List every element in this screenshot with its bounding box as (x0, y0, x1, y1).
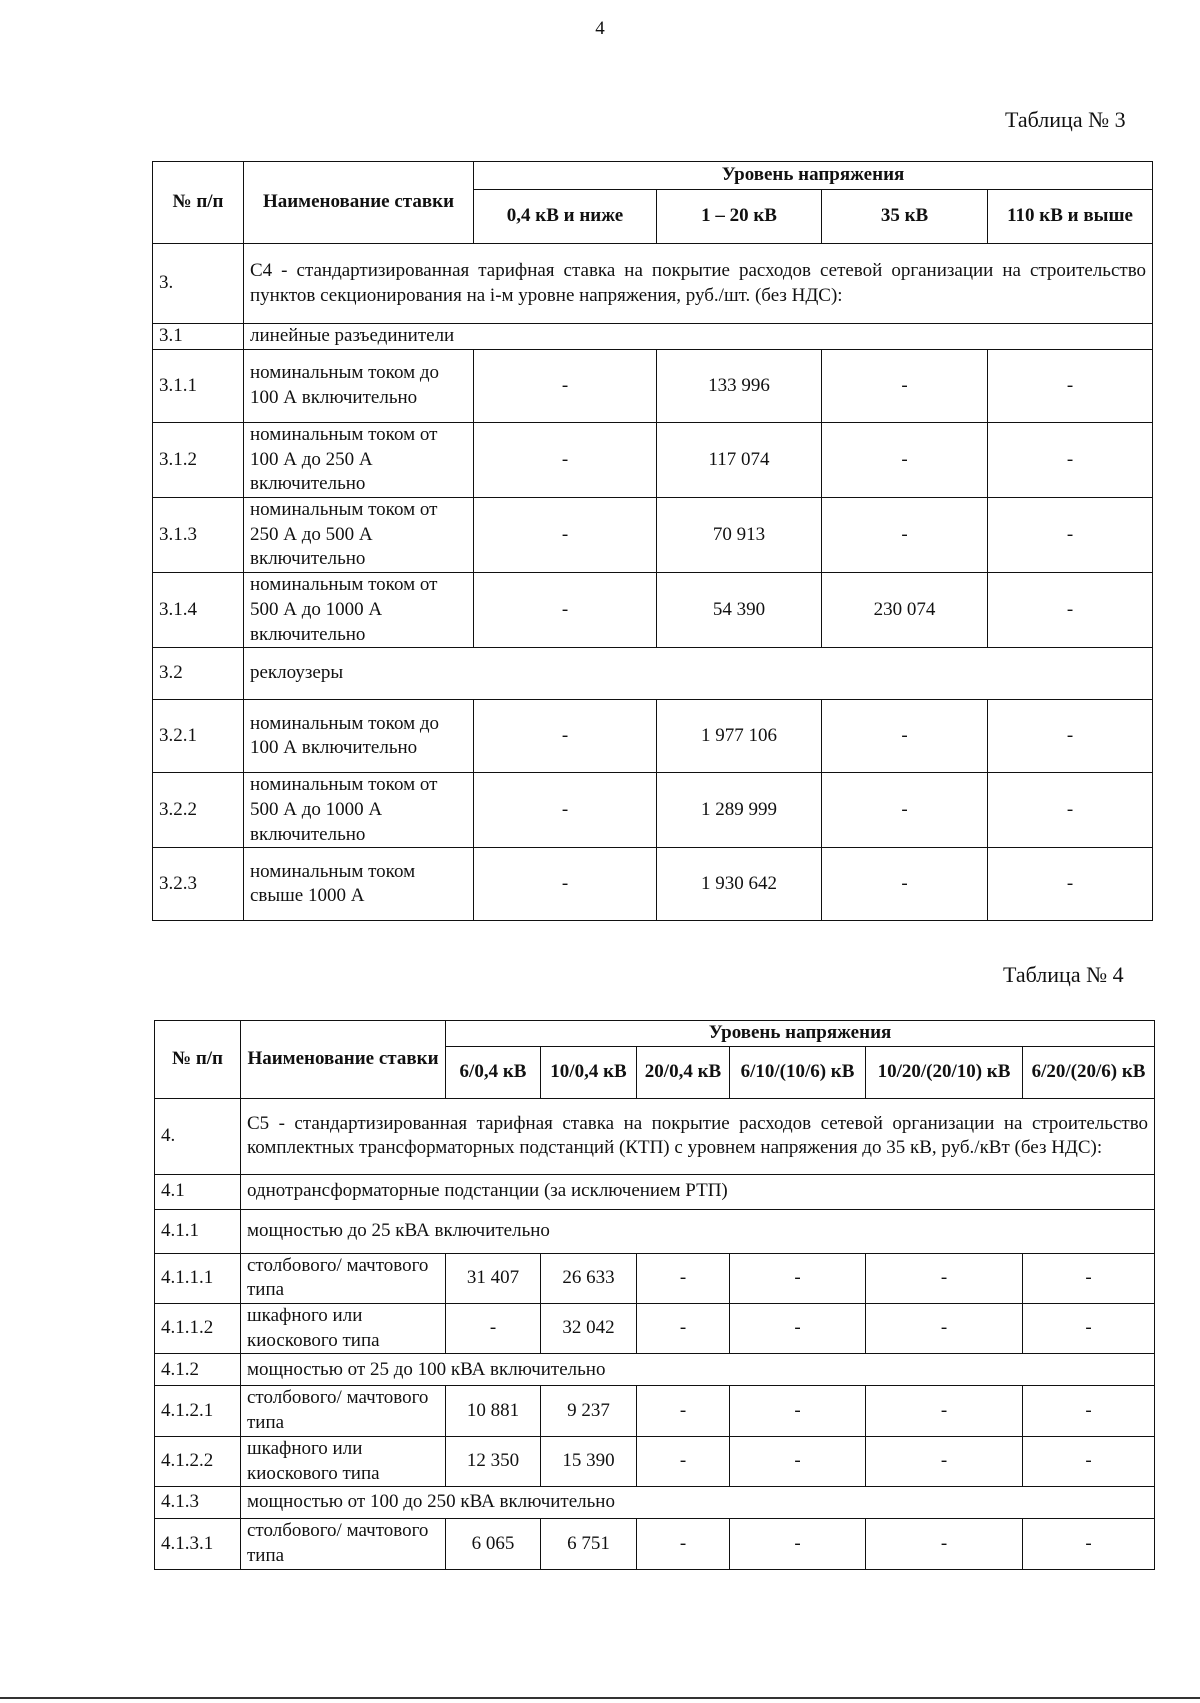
group-label: мощностью от 100 до 250 кВА включительно (241, 1487, 1155, 1519)
row-value: - (474, 350, 657, 423)
t4-col-4: 10/20/(20/10) кВ (866, 1046, 1023, 1098)
row-value: - (822, 773, 988, 848)
row-num: 3.1.2 (153, 423, 244, 498)
row-value: - (637, 1386, 730, 1436)
row-name: столбового/ мачтового типа (241, 1253, 446, 1303)
t3-section-num: 3. (153, 244, 244, 324)
row-name: номинальным током свыше 1000 А (244, 848, 474, 921)
table-row (155, 1519, 1155, 1569)
row-value: - (988, 700, 1153, 773)
row-num: 3.1.3 (153, 498, 244, 573)
table-row (155, 1304, 1155, 1354)
row-value: - (988, 773, 1153, 848)
row-value: - (988, 350, 1153, 423)
t3-header-num: № п/п (153, 162, 244, 244)
t3-header-level: Уровень напряжения (474, 162, 1153, 190)
page-number: 4 (595, 18, 605, 39)
row-value: - (822, 498, 988, 573)
group-row (153, 324, 1153, 350)
row-value: 9 237 (541, 1386, 637, 1436)
bottom-rule (0, 1697, 1200, 1699)
row-value: 230 074 (822, 573, 988, 648)
row-name: номинальным током от 500 А до 1000 А включительно (244, 773, 474, 848)
row-value: - (474, 573, 657, 648)
group-num: 3.2 (153, 648, 244, 700)
row-value: - (988, 848, 1153, 921)
table-row (153, 573, 1153, 648)
group-label: реклоузеры (244, 648, 1153, 700)
row-value: - (637, 1304, 730, 1354)
table-row (155, 1436, 1155, 1486)
t4-header-name: Наименование ставки (241, 1021, 446, 1099)
row-value: - (866, 1253, 1023, 1303)
row-name: номинальным током от 100 А до 250 А включительно (244, 423, 474, 498)
row-name: номинальным током от 500 А до 1000 А включительно (244, 573, 474, 648)
table-row (153, 848, 1153, 921)
t3-col-0: 0,4 кВ и ниже (474, 190, 657, 244)
group-num: 4.1.3 (155, 1487, 241, 1519)
row-name: номинальным током до 100 А включительно (244, 700, 474, 773)
row-value: - (1023, 1253, 1155, 1303)
row-value: - (730, 1386, 866, 1436)
row-value: - (822, 423, 988, 498)
row-value: 32 042 (541, 1304, 637, 1354)
group-num: 4.1.1 (155, 1209, 241, 1253)
t4-header-num: № п/п (155, 1021, 241, 1099)
group-row (155, 1487, 1155, 1519)
row-value: 1 930 642 (657, 848, 822, 921)
row-value: - (637, 1436, 730, 1486)
row-num: 4.1.2.1 (155, 1386, 241, 1436)
t3-col-2: 35 кВ (822, 190, 988, 244)
row-num: 3.1.1 (153, 350, 244, 423)
row-value: - (866, 1436, 1023, 1486)
t4-col-1: 10/0,4 кВ (541, 1046, 637, 1098)
row-value: - (730, 1304, 866, 1354)
table4 (154, 1020, 1155, 1570)
row-num: 4.1.2.2 (155, 1436, 241, 1486)
row-value: - (446, 1304, 541, 1354)
t4-subsection-num: 4.1 (155, 1174, 241, 1209)
row-num: 3.2.2 (153, 773, 244, 848)
table-row (153, 498, 1153, 573)
group-num: 4.1.2 (155, 1354, 241, 1386)
t4-col-3: 6/10/(10/6) кВ (730, 1046, 866, 1098)
group-label: линейные разъединители (244, 324, 1153, 350)
table3 (152, 161, 1153, 921)
row-name: номинальным током от 250 А до 500 А включительно (244, 498, 474, 573)
t4-col-2: 20/0,4 кВ (637, 1046, 730, 1098)
table3-caption: Таблица № 3 (1005, 107, 1126, 132)
row-value: - (474, 498, 657, 573)
t4-col-0: 6/0,4 кВ (446, 1046, 541, 1098)
t3-col-3: 110 кВ и выше (988, 190, 1153, 244)
row-value: 133 996 (657, 350, 822, 423)
row-value: - (866, 1386, 1023, 1436)
table-row (155, 1386, 1155, 1436)
row-value: 12 350 (446, 1436, 541, 1486)
table-row (153, 700, 1153, 773)
group-label: мощностью до 25 кВА включительно (241, 1209, 1155, 1253)
group-row (155, 1354, 1155, 1386)
row-value: 6 751 (541, 1519, 637, 1569)
row-value: 117 074 (657, 423, 822, 498)
row-value: - (474, 423, 657, 498)
row-value: - (822, 848, 988, 921)
t4-subsection-label: однотрансформаторные подстанции (за исключением РТП) (241, 1174, 1155, 1209)
row-name: номинальным током до 100 А включительно (244, 350, 474, 423)
row-value: - (1023, 1519, 1155, 1569)
row-name: шкафного или киоскового типа (241, 1304, 446, 1354)
t4-header-level: Уровень напряжения (446, 1021, 1155, 1047)
row-value: 1 289 999 (657, 773, 822, 848)
row-value: 70 913 (657, 498, 822, 573)
t4-col-5: 6/20/(20/6) кВ (1023, 1046, 1155, 1098)
table-row (155, 1253, 1155, 1303)
group-row (153, 648, 1153, 700)
row-value: - (988, 423, 1153, 498)
t3-col-1: 1 – 20 кВ (657, 190, 822, 244)
table-row (153, 773, 1153, 848)
row-value: - (474, 773, 657, 848)
row-value: 26 633 (541, 1253, 637, 1303)
row-num: 3.2.3 (153, 848, 244, 921)
row-value: - (822, 700, 988, 773)
table-row (153, 423, 1153, 498)
table4-caption: Таблица № 4 (1003, 962, 1124, 987)
row-num: 4.1.1.2 (155, 1304, 241, 1354)
t3-section-text: С4 - стандартизированная тарифная ставка на покрытие расходов сетевой организации на строительство пунктов секционирования на i-м уровне напряжения, руб./шт. (без НДС): (244, 244, 1153, 324)
group-row (155, 1209, 1155, 1253)
group-num: 3.1 (153, 324, 244, 350)
row-name: шкафного или киоскового типа (241, 1436, 446, 1486)
row-value: 54 390 (657, 573, 822, 648)
row-value: - (730, 1436, 866, 1486)
group-label: мощностью от 25 до 100 кВА включительно (241, 1354, 1155, 1386)
row-value: - (730, 1253, 866, 1303)
row-value: - (866, 1519, 1023, 1569)
row-num: 4.1.1.1 (155, 1253, 241, 1303)
row-value: - (1023, 1436, 1155, 1486)
row-name: столбового/ мачтового типа (241, 1386, 446, 1436)
t3-header-name: Наименование ставки (244, 162, 474, 244)
table-row (153, 350, 1153, 423)
row-value: - (866, 1304, 1023, 1354)
row-value: 1 977 106 (657, 700, 822, 773)
row-value: - (637, 1253, 730, 1303)
row-value: - (730, 1519, 866, 1569)
row-value: 10 881 (446, 1386, 541, 1436)
row-value: - (988, 573, 1153, 648)
row-value: 6 065 (446, 1519, 541, 1569)
row-value: 31 407 (446, 1253, 541, 1303)
row-value: - (637, 1519, 730, 1569)
row-value: - (474, 700, 657, 773)
row-value: - (1023, 1304, 1155, 1354)
row-value: - (474, 848, 657, 921)
row-value: - (1023, 1386, 1155, 1436)
t4-section-text: С5 - стандартизированная тарифная ставка на покрытие расходов сетевой организации на строительство комплектных трансформаторных подстанций (КТП) с уровнем напряжения до 35 кВ, руб./кВт (без НДС): (241, 1098, 1155, 1174)
row-num: 4.1.3.1 (155, 1519, 241, 1569)
row-num: 3.2.1 (153, 700, 244, 773)
row-value: 15 390 (541, 1436, 637, 1486)
row-num: 3.1.4 (153, 573, 244, 648)
row-value: - (988, 498, 1153, 573)
t4-section-num: 4. (155, 1098, 241, 1174)
row-value: - (822, 350, 988, 423)
row-name: столбового/ мачтового типа (241, 1519, 446, 1569)
